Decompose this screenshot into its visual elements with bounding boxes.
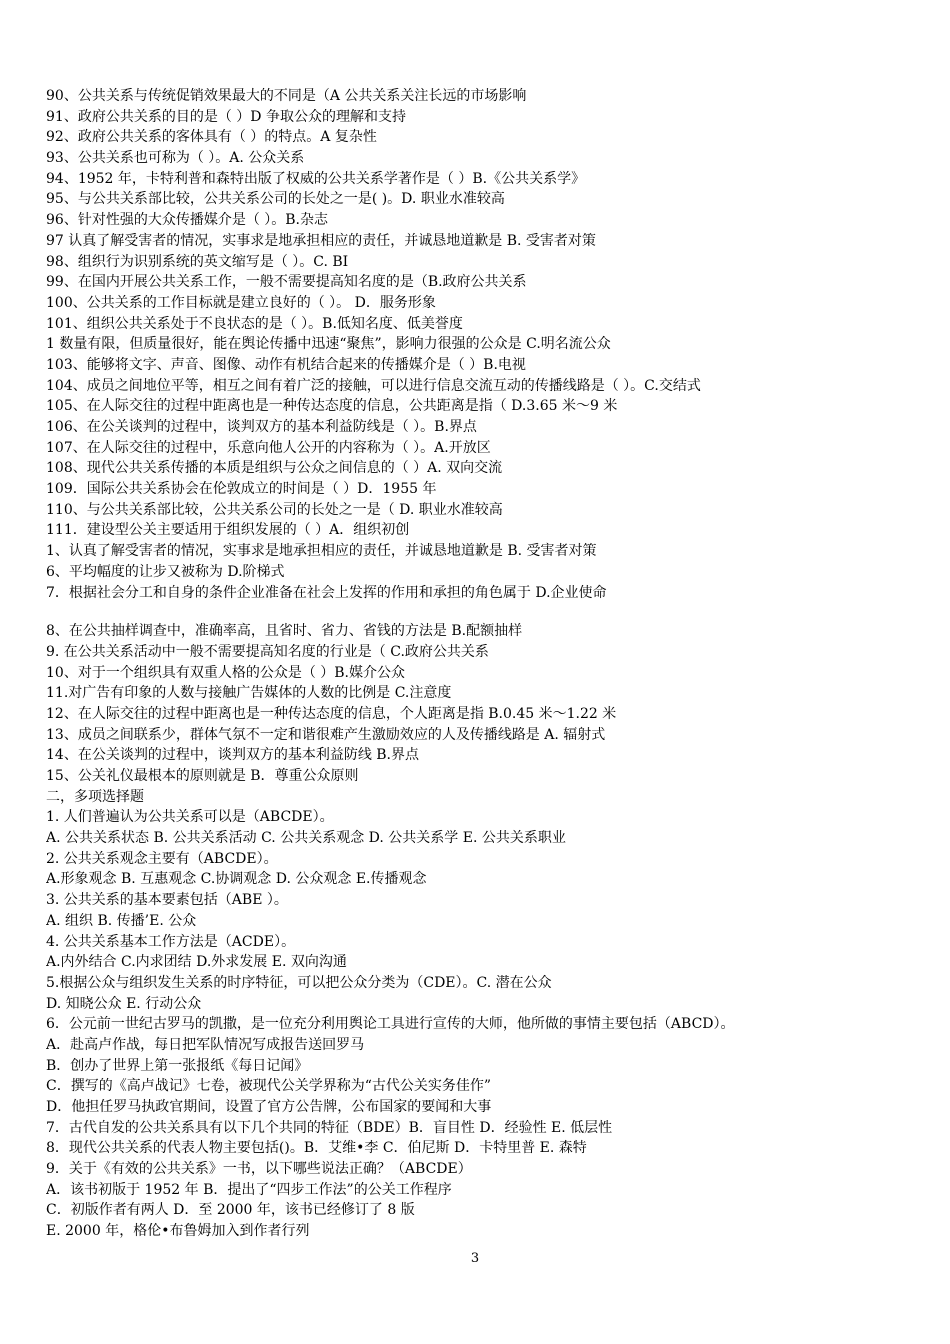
text-line: 6、平均幅度的让步又被称为 D.阶梯式 xyxy=(46,563,285,580)
text-line: B．创办了世界上第一张报纸《每日记闻》 xyxy=(46,1057,309,1074)
text-line: 99、在国内开展公共关系工作，一般不需要提高知名度的是（B.政府公共关系 xyxy=(46,274,527,291)
text-line: 3. 公共关系的基本要素包括（ABE ）。 xyxy=(46,892,288,909)
text-line: 100、公共关系的工作目标就是建立良好的（ ）。 D．服务形象 xyxy=(46,294,436,311)
text-line: E. 2000 年，格伦•布鲁姆加入到作者行列 xyxy=(46,1223,310,1240)
text-line: 98、组织行为识别系统的英文缩写是（ ）。C. BI xyxy=(46,253,349,270)
text-line: 95、与公共关系部比较，公共关系公司的长处之一是( )。D. 职业水准较高 xyxy=(46,191,505,208)
text-line: 97 认真了解受害者的情况，实事求是地承担相应的责任，并诚恳地道歉是 B. 受害者对策 xyxy=(46,232,596,249)
text-line: 1 数量有限，但质量很好，能在舆论传播中迅速“聚焦”，影响力很强的公众是 C.明名流公众 xyxy=(46,336,611,353)
text-line: A.形象观念 B. 互惠观念 C.协调观念 D. 公众观念 E.传播观念 xyxy=(46,871,427,888)
text-line: 105、在人际交往的过程中距离也是一种传达态度的信息，公共距离是指（ D.3.65 米～9 米 xyxy=(46,398,618,415)
text-line: 90、公共关系与传统促销效果最大的不同是（A 公共关系关注长远的市场影响 xyxy=(46,88,527,104)
document-body xyxy=(46,86,926,1242)
text-line: 8、在公共抽样调查中，准确率高，且省时、省力、省钱的方法是 B.配额抽样 xyxy=(46,623,523,640)
text-line: 9. 在公共关系活动中一般不需要提高知名度的行业是（ C.政府公共关系 xyxy=(46,643,489,660)
text-line: 9．关于《有效的公共关系》一书，以下哪些说法正确？（ABCDE） xyxy=(46,1161,472,1178)
text-line: 4. 公共关系基本工作方法是（ACDE）。 xyxy=(46,933,296,950)
text-line: 108、现代公共关系传播的本质是组织与公众之间信息的（ ）A. 双向交流 xyxy=(46,460,503,477)
text-line: 110、与公共关系部比较，公共关系公司的长处之一是（ D. 职业水准较高 xyxy=(46,501,503,518)
text-line: D．他担任罗马执政官期间，设置了官方公告牌，公布国家的要闻和大事 xyxy=(46,1099,492,1115)
text-line: C．撰写的《高卢战记》七卷，被现代公关学界称为“古代公关实务佳作” xyxy=(46,1078,492,1095)
text-line: 13、成员之间联系少，群体气氛不一定和谐很难产生激励效应的人及传播线路是 A. 辐射式 xyxy=(46,726,606,743)
text-line: 92、政府公共关系的客体具有（ ）的特点。A 复杂性 xyxy=(46,129,377,146)
text-line: 1、认真了解受害者的情况，实事求是地承担相应的责任，并诚恳地道歉是 B. 受害者对策 xyxy=(46,543,597,560)
text-line: 109．国际公共关系协会在伦敦成立的时间是（ ）D．1955 年 xyxy=(46,481,437,498)
text-line: 5.根据公众与组织发生关系的时序特征，可以把公众分类为（CDE）。C. 潜在公众 xyxy=(46,974,552,991)
text-line: 2. 公共关系观念主要有（ABCDE）。 xyxy=(46,850,278,867)
text-line: 7．古代自发的公共关系具有以下几个共同的特征（BDE）B．盲目性 D．经验性 E. 低层性 xyxy=(46,1119,613,1136)
text-line: 12、在人际交往的过程中距离也是一种传达态度的信息，个人距离是指 B.0.45 米～1.22 米 xyxy=(46,705,617,722)
text-line: A．赴高卢作战，每日把军队情况写成报告送回罗马 xyxy=(46,1036,365,1053)
text-line: A. 组织 B. 传播’E. 公众 xyxy=(46,912,197,929)
text-line: 11.对广告有印象的人数与接触广告媒体的人数的比例是 C.注意度 xyxy=(46,685,452,702)
text-line: 6．公元前一世纪古罗马的凯撒，是一位充分利用舆论工具进行宣传的大师，他所做的事情主要包括（ABCD）。 xyxy=(46,1016,735,1033)
text-line: 91、政府公共关系的目的是（ ）D 争取公众的理解和支持 xyxy=(46,108,406,125)
text-line: 8．现代公共关系的代表人物主要包括()。B．艾维•李 C．伯尼斯 D．卡特里普 E. 森特 xyxy=(46,1140,587,1157)
text-line: 1. 人们普遍认为公共关系可以是（ABCDE）。 xyxy=(46,809,334,826)
section-heading: 二，多项选择题 xyxy=(46,788,144,805)
text-line: A. 公共关系状态 B. 公共关系活动 C. 公共关系观念 D. 公共关系学 E. 公共关系职业 xyxy=(46,830,566,847)
text-line: 93、公共关系也可称为（ ）。A. 公众关系 xyxy=(46,150,305,167)
text-line: 10、对于一个组织具有双重人格的公众是（ ）B.媒介公众 xyxy=(46,664,406,681)
text-line: 111．建设型公关主要适用于组织发展的（ ）A．组织初创 xyxy=(46,522,410,539)
text-line: 103、能够将文字、声音、图像、动作有机结合起来的传播媒介是（ ）B.电视 xyxy=(46,356,526,373)
text-line: 107、在人际交往的过程中，乐意向他人公开的内容称为（ ）。A.开放区 xyxy=(46,439,491,456)
text-line: 96、针对性强的大众传播媒介是（ ）。B.杂志 xyxy=(46,212,329,229)
text-line: A.内外结合 C.内求团结 D.外求发展 E. 双向沟通 xyxy=(46,954,347,971)
text-line: A．该书初版于 1952 年 B．提出了“四步工作法”的公关工作程序 xyxy=(46,1181,452,1198)
text-line: 7．根据社会分工和自身的条件企业准备在社会上发挥的作用和承担的角色属于 D.企业使命 xyxy=(46,584,607,601)
text-line: 94、1952 年，卡特利普和森特出版了权威的公共关系学著作是（ ）B.《公共关系学》 xyxy=(46,170,586,187)
text-line: 15、公关礼仪最根本的原则就是 B．尊重公众原则 xyxy=(46,768,359,784)
text-line: C．初版作者有两人 D．至 2000 年，该书已经修订了 8 版 xyxy=(46,1202,415,1219)
text-line: 106、在公关谈判的过程中，谈判双方的基本利益防线是（ ）。B.界点 xyxy=(46,419,477,435)
text-line: 14、在公关谈判的过程中，谈判双方的基本利益防线 B.界点 xyxy=(46,747,420,764)
text-line: 104、成员之间地位平等，相互之间有着广泛的接触，可以进行信息交流互动的传播线路是（ ）。C.交结式 xyxy=(46,377,701,394)
page-number: 3 xyxy=(470,1251,480,1266)
text-line: 101、组织公共关系处于不良状态的是（ ）。B.低知名度、低美誉度 xyxy=(46,315,463,332)
text-line: D. 知晓公众 E. 行动公众 xyxy=(46,995,202,1012)
